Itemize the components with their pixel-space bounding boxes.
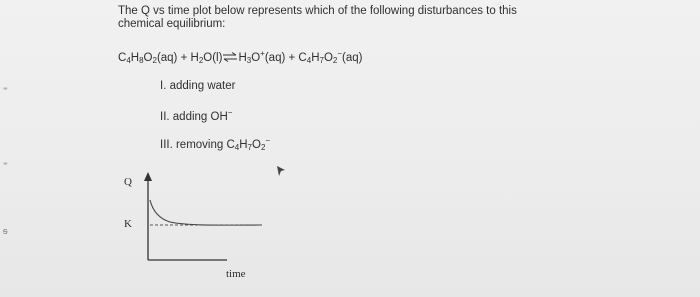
option-3: III. removing $C_4H_7O_2^-$	[160, 136, 271, 152]
x-axis-label: time	[226, 268, 246, 280]
edge-mark: ᵴ	[3, 226, 8, 236]
product-hydronium: $H_3O^+(aq)$	[238, 49, 286, 65]
q-curve	[150, 200, 262, 225]
graph-drawing	[112, 170, 282, 285]
reactant-butanoic-acid: $C_4H_8O_2(aq)$	[118, 52, 178, 65]
equilibrium-arrows-icon	[223, 52, 237, 62]
option-1: I. adding water	[160, 80, 236, 92]
edge-mark: ⁼	[3, 85, 8, 95]
chemical-equation	[118, 49, 362, 65]
reactant-water: $H_2O(l)$	[190, 52, 223, 65]
plus-sign: +	[288, 52, 296, 64]
question-text-line-1: The Q vs time plot below represents which of the following disturbances to this	[118, 5, 517, 17]
y-axis-label: Q	[124, 176, 132, 188]
edge-mark: ⁼	[3, 160, 8, 170]
k-label: K	[124, 218, 132, 230]
q-vs-time-graph	[112, 170, 282, 285]
product-butanoate: $C_4H_7O_2^-(aq)$	[298, 49, 363, 65]
plus-sign: +	[180, 52, 188, 64]
option-2: II. adding OH−	[160, 108, 233, 123]
question-text-line-2: chemical equilibrium:	[118, 18, 226, 30]
y-axis-arrow-icon	[144, 172, 152, 181]
